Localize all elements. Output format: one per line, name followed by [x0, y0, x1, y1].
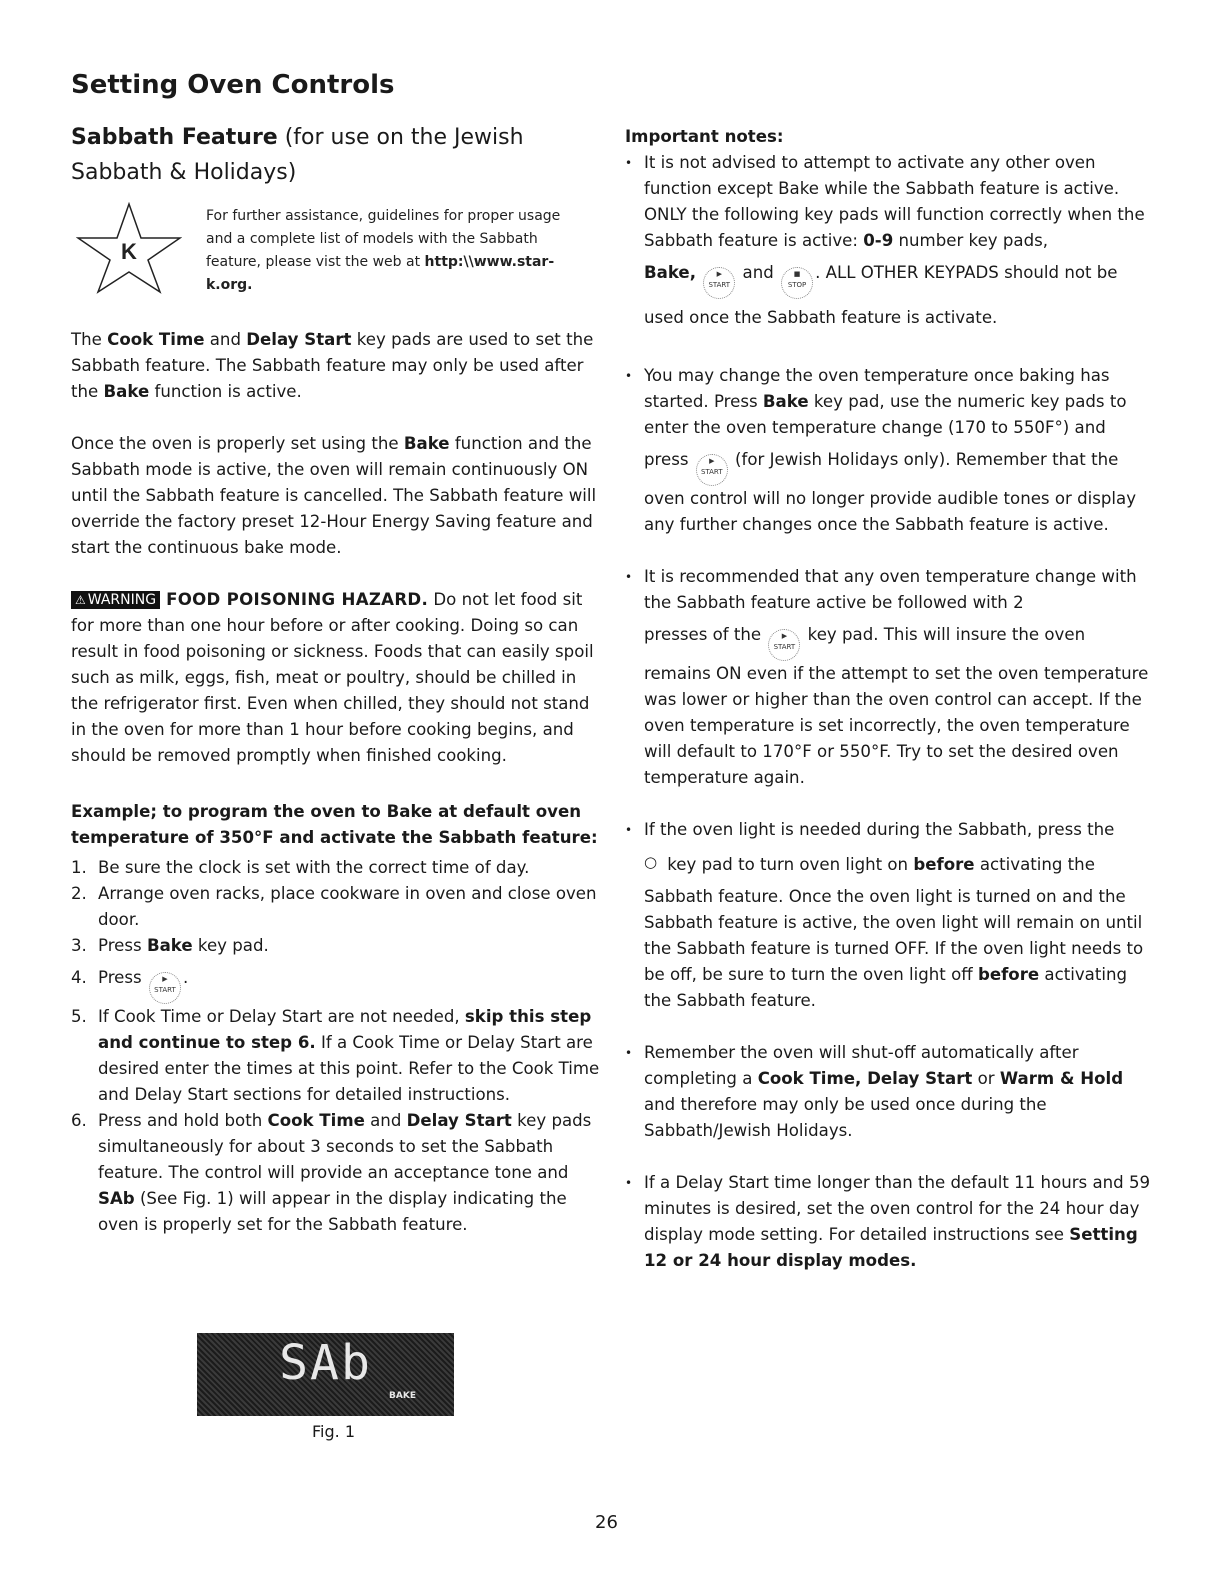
step-number: 4. [71, 968, 87, 987]
bake-term: Bake [403, 434, 450, 453]
bullet-icon: • [625, 369, 633, 383]
bake-term: Bake [103, 382, 150, 401]
warning-badge [71, 591, 160, 609]
step-number: 1. [71, 858, 87, 877]
step-text: If a Cook Time or Delay Start are desired enter the times at this point. Refer to the Cook Time and Delay Start sections for detailed instructions. [98, 1033, 600, 1104]
bullet-icon: • [625, 1176, 633, 1190]
warning-triangle-icon: ⚠ [75, 593, 86, 607]
text: function is active. [149, 382, 302, 401]
sab-term: SAb [98, 1189, 135, 1208]
note-text: presses of the [644, 625, 767, 644]
subtitle-bold: Sabbath Feature [71, 125, 278, 150]
cook-time-delay-start-term: Cook Time, Delay Start [757, 1069, 973, 1088]
step-text: Arrange oven racks, place cookware in oven and close oven door. [98, 884, 597, 929]
page-number: 26 [595, 1512, 618, 1533]
note-item [625, 363, 1155, 538]
step-text: Press and hold both [98, 1111, 268, 1130]
note-text: It is not advised to attempt to activate any other oven function except Bake while the Sabbath feature is active. ONLY the following key pads will function correctly when the Sabbath feature is active: [644, 153, 1145, 250]
notes-list [625, 150, 1155, 1274]
subtitle-rest: (for use on the Jewish Sabbath & Holidays) [71, 125, 524, 185]
right-column [625, 124, 1155, 1300]
before-term: before [913, 855, 975, 874]
note-text: oven control will no longer provide audible tones or display any further changes once the Sabbath feature is active. [644, 489, 1137, 534]
number-keys-term: 0-9 [863, 231, 894, 250]
key-row [644, 263, 1118, 327]
steps-list [71, 855, 601, 1238]
star-k-logo-icon [76, 202, 182, 294]
note-text: You may change the oven temperature once baking has started. Press [644, 366, 1110, 411]
step-text: . [182, 968, 189, 987]
step-item [71, 933, 601, 959]
key-row [644, 855, 1095, 874]
delay-start-term: Delay Start [406, 1111, 512, 1130]
cook-time-term: Cook Time [107, 330, 205, 349]
note-text: It is recommended that any oven temperature change with the Sabbath feature active be followed with 2 [644, 567, 1137, 612]
bullet-icon: • [625, 1046, 633, 1060]
display-readout: SAb [279, 1335, 372, 1391]
step-number: 2. [71, 884, 87, 903]
note-text: key pad, use the numeric key pads to enter the oven temperature change (170 to 550F°) and [644, 392, 1127, 437]
bullet-icon: • [625, 156, 633, 170]
note-text: . ALL OTHER KEYPADS should not be used once the Sabbath feature is activate. [644, 263, 1118, 327]
intro-paragraph [71, 327, 601, 405]
star-k-url: http:\\www.star-k.org. [206, 254, 555, 293]
step-text: (See Fig. 1) will appear in the display indicating the oven is properly set for the Sabbath feature. [98, 1189, 567, 1234]
step-number: 3. [71, 936, 87, 955]
note-text: remains ON even if the attempt to set the oven temperature was lower or higher than the oven control can accept. If the oven temperature is set incorrectly, the oven temperature will default to 170°F or 550°F. Try to set the desired oven temperature again. [644, 664, 1149, 787]
note-item [625, 817, 1155, 1014]
text: and [204, 330, 247, 349]
bullet-icon: • [625, 823, 633, 837]
star-k-note-text: For further assistance, guidelines for proper usage and a complete list of models with the Sabbath feature, please vist the web at [206, 208, 561, 270]
step-item [71, 1004, 601, 1108]
step-text: Press [98, 936, 147, 955]
step-text: If Cook Time or Delay Start are not needed, [98, 1007, 465, 1026]
step-text: Press [98, 968, 147, 987]
cook-time-term: Cook Time [267, 1111, 365, 1130]
hazard-title: FOOD POISONING HAZARD. [166, 590, 429, 609]
step-number: 6. [71, 1111, 87, 1130]
key-row [644, 625, 1086, 651]
note-item [625, 150, 1155, 337]
start-key-icon: ▶ START [703, 267, 735, 299]
bake-term: Bake [762, 392, 809, 411]
note-text: or [972, 1069, 1000, 1088]
start-key-icon: ▶ START [696, 454, 728, 486]
note-text: If a Delay Start time longer than the default 11 hours and 59 minutes is desired, set the oven control for the 24 hour day display mode setting. For detailed instructions see [644, 1173, 1151, 1244]
note-item [625, 564, 1155, 791]
text: key pads are used to set the Sabbath feature. The Sabbath feature may only be used after the [71, 330, 594, 401]
note-text: activating the [974, 855, 1095, 874]
stop-key-icon: ■ STOP [781, 267, 813, 299]
step-text: key pads simultaneously for about 3 seconds to set the Sabbath feature. The control will provide an acceptance tone and [98, 1111, 592, 1182]
step-number: 5. [71, 1007, 87, 1026]
step-item [71, 855, 601, 881]
note-item [625, 1170, 1155, 1274]
key-row [644, 450, 1119, 476]
text: Once the oven is properly set using the [71, 434, 404, 453]
note-text: press [644, 450, 694, 469]
example-heading: Example; to program the oven to Bake at default oven temperature of 350°F and activate the Sabbath feature: [71, 802, 598, 847]
bake-term: Bake, [644, 263, 696, 282]
note-text: number key pads, [893, 231, 1049, 250]
step-item [71, 959, 601, 1004]
note-text: and [737, 263, 780, 282]
k-logo-letter: K [121, 239, 137, 264]
note-text: and therefore may only be used once during the Sabbath/Jewish Holidays. [644, 1095, 1047, 1140]
step-item [71, 1108, 601, 1238]
start-key-icon: ▶ START [768, 629, 800, 661]
oven-light-key-icon: ○ [644, 853, 658, 871]
left-column [71, 327, 601, 1238]
display-modes-link-text: Setting 12 or 24 hour display modes. [644, 1225, 1138, 1270]
star-k-note [206, 205, 576, 297]
note-text: Remember the oven will shut-off automatically after completing a [644, 1043, 1079, 1088]
warning-text: Do not let food sit for more than one hour before or after cooking. Doing so can result in food poisoning or sickness. Foods that can easily spoil such as milk, eggs, fish, meat or poultry, should be chilled in the refrigerator first. Even when chilled, they should not stand in the oven for more than 1 hour before cooking begins, and should be removed promptly when finished cooking. [71, 590, 594, 765]
warning-badge-label: WARNING [87, 592, 157, 608]
step-item [71, 881, 601, 933]
note-text: key pad. This will insure the oven [802, 625, 1086, 644]
note-text: If the oven light is needed during the Sabbath, press the [644, 820, 1115, 839]
sabbath-mode-paragraph [71, 431, 601, 561]
note-text: activating the Sabbath feature. [644, 965, 1127, 1010]
step-text: and [364, 1111, 407, 1130]
warm-hold-term: Warm & Hold [999, 1069, 1124, 1088]
note-text: Sabbath feature. Once the oven light is turned on and the Sabbath feature is active, the oven light will remain on until the Sabbath feature is turned OFF. If the oven light needs to be off, be sure to turn the oven light off [644, 887, 1144, 984]
oven-display-figure [197, 1333, 454, 1416]
skip-step-text: skip this step and continue to step 6. [98, 1007, 592, 1052]
page-title: Setting Oven Controls [71, 70, 395, 100]
step-text: Be sure the clock is set with the correct time of day. [98, 858, 530, 877]
important-notes-title: Important notes: [625, 127, 784, 146]
note-text: (for Jewish Holidays only). Remember that the [729, 450, 1119, 469]
text: The [71, 330, 108, 349]
text: function and the Sabbath mode is active, the oven will remain continuously ON until the Sabbath feature is cancelled. The Sabbath feature will override the factory preset 12-Hour Energy Saving feature and start the continuous bake mode. [71, 434, 597, 557]
start-key-icon: ▶ START [149, 972, 181, 1004]
section-subtitle [71, 120, 551, 190]
figure-caption: Fig. 1 [312, 1422, 355, 1441]
bake-term: Bake [146, 936, 193, 955]
bullet-icon: • [625, 570, 633, 584]
before-term: before [977, 965, 1040, 984]
note-item [625, 1040, 1155, 1144]
delay-start-term: Delay Start [246, 330, 352, 349]
step-text: key pad. [192, 936, 269, 955]
display-bake-indicator: BAKE [389, 1391, 416, 1401]
warning-paragraph [71, 587, 601, 769]
note-text: key pad to turn oven light on [662, 855, 914, 874]
